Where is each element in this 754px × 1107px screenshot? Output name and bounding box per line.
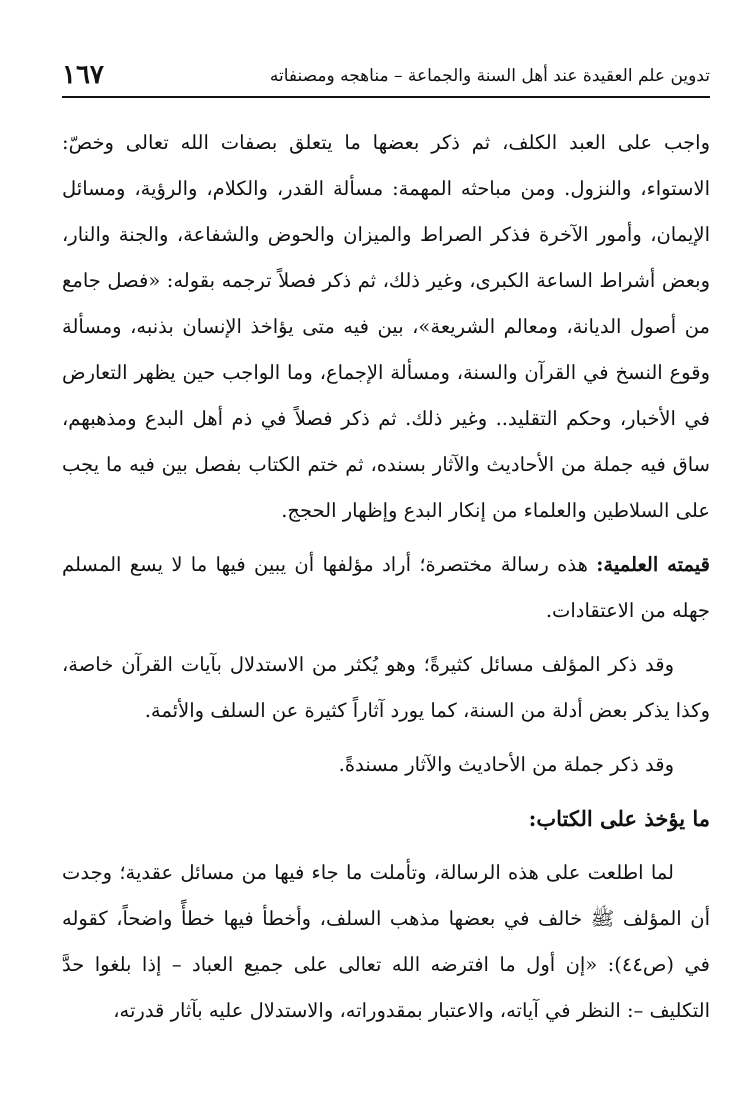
running-header [62,56,710,98]
paragraph-evidence: وقد ذكر المؤلف مسائل كثيرةً؛ وهو يُكثر من الاستدلال بآيات القرآن خاصة، وكذا يذكر بعض أدلة من السنة، كما يورد آثاراً كثيرة عن السلف والأئمة. [62,653,710,722]
paragraph-scientific-value [62,542,710,634]
running-title: تدوين علم العقيدة عند أهل السنة والجماعة – مناهجه ومصنفاته [269,66,710,86]
page-number: ١٦٧ [62,60,104,90]
page-body [62,120,710,1034]
section-heading-criticism: ما يؤخذ على الكتاب: [528,806,710,831]
scientific-value-text: هذه رسالة مختصرة؛ أراد مؤلفها أن يبين فيها ما لا يسع المسلم جهله من الاعتقادات. [62,553,710,622]
paragraph-contents-summary: واجب على العبد الكلف، ثم ذكر بعضها ما يتعلق بصفات الله تعالى وخصّ: الاستواء، والنزول. ومن مباحثه المهمة: مسألة القدر، والكلام، والرؤية، ومسائل الإيمان، وأمور الآخرة فذكر الصراط والميزان والحوض والشفاعة، والجنة والنار، وبعض أشراط الساعة الكبرى، وغير ذلك، ثم ذكر فصلاً ترجمه بقوله: «فصل جامع من أصول الديانة، ومعالم الشريعة»، بين فيه متى يؤاخذ الإنسان بذنبه، ومسألة وقوع النسخ في القرآن والسنة، ومسألة الإجماع، وما الواجب حين يظهر التعارض في الأخبار، وحكم التقليد.. وغير ذلك. ثم ذكر فصلاً في ذم أهل البدع ومذهبهم، ساق فيه جملة من الأحاديث والآثار بسنده، ثم ختم الكتاب بفصل بين فيه ما يجب على السلاطين والعلماء من إنكار البدع وإظهار الحجج. [62,131,710,522]
document-page [62,56,710,1042]
scientific-value-label: قيمته العلمية: [596,553,710,576]
paragraph-narrations: وقد ذكر جملة من الأحاديث والآثار مسندةً. [338,753,674,776]
paragraph-criticism: لما اطلعت على هذه الرسالة، وتأملت ما جاء فيها من مسائل عقدية؛ وجدت أن المؤلف ﷺ خالف في بعضها مذهب السلف، وأخطأ فيها خطأً واضحاً، كقوله في (ص٤٤): «إن أول ما افترضه الله تعالى على جميع العباد – إذا بلغوا حدَّ التكليف –: النظر في آياته، والاعتبار بمقدوراته، والاستدلال عليه بآثار قدرته، [62,861,710,1022]
